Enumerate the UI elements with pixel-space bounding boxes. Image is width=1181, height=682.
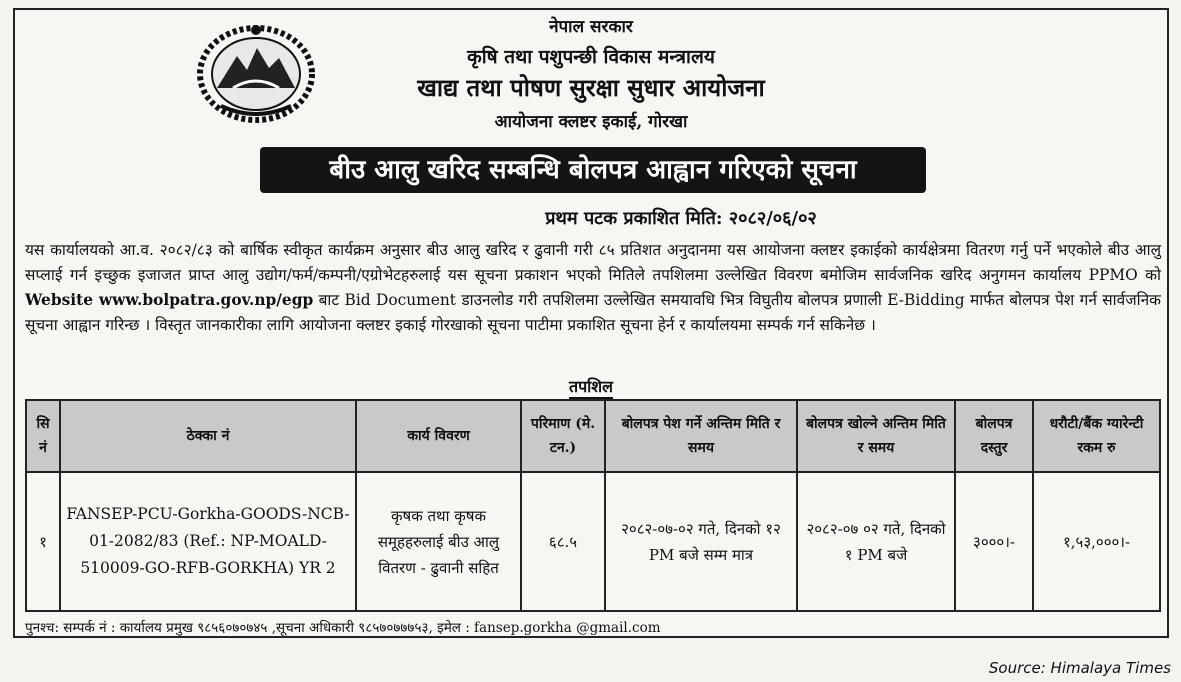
body-text-1: यस कार्यालयको आ.व. २०८२/८३ को बार्षिक स्वीकृत कार्यक्रम अनुसार बीउ आलु खरिद र ढुवानी गरी ८५ प्रतिशत अनुदानमा यस आयोजना क्लष्टर इकाईको कार्यक्षेत्रमा वितरण गर्नु पर्ने भएकोले बीउ आलु सप्लाई गर्न इच्छुक इजाजत प्राप्त आलु उद्योग/फर्म/कम्पनी/एग्रोभेटहरुलाई यस सूचना प्रकाशन भएको मितिले तपशिलमा उल्लेखित विवरण बमोजिम सार्वजनिक खरिद अनुगमन कार्यालय PPMO को	[25, 241, 1161, 284]
cell-opening-date: २०८२-०७ ०२ गते, दिनको १ PM बजे	[797, 472, 955, 611]
table-caption: तपशिल	[15, 375, 1167, 397]
government-name: नेपाल सरकार	[549, 17, 633, 37]
notice-title-banner: बीउ आलु खरिद सम्बन्धि बोलपत्र आह्वान गरिएको सूचना	[260, 147, 926, 193]
source-credit: Source: Himalaya Times	[988, 659, 1171, 677]
col-header-submission-deadline: बोलपत्र पेश गर्ने अन्तिम मिति र समय	[605, 400, 797, 472]
table-row	[26, 472, 1160, 611]
tender-details-table	[25, 399, 1161, 612]
tender-notice	[13, 8, 1169, 638]
cell-description: कृषक तथा कृषक समूहहरुलाई बीउ आलु वितरण - ढुवानी सहित	[356, 472, 521, 611]
col-header-sn: सि नं	[26, 400, 60, 472]
col-header-opening-date: बोलपत्र खोल्ने अन्तिम मिति र समय	[797, 400, 955, 472]
col-header-bid-fee: बोलपत्र दस्तुर	[955, 400, 1033, 472]
col-header-description: कार्य विवरण	[356, 400, 521, 472]
col-header-quantity: परिमाण (मे. टन.)	[521, 400, 605, 472]
cell-contract-no: FANSEP-PCU-Gorkha-GOODS-NCB-01-2082/83 (Ref.: NP-MOALD-510009-GO-RFB-GORKHA) YR 2	[60, 472, 356, 611]
cell-quantity: ६८.५	[521, 472, 605, 611]
col-header-contract-no: ठेक्का नं	[60, 400, 356, 472]
unit-name: आयोजना क्लष्टर इकाई, गोरखा	[494, 112, 688, 132]
body-text-2: बाट Bid Document डाउनलोड गरी तपशिलमा उल्लेखित समयावधि भित्र विघुतीय बोलपत्र प्रणाली E-Bidding मार्फत बोलपत्र पेश गर्न सार्वजनिक सूचना आह्वान गरिन्छ । विस्तृत जानकारीका लागि आयोजना क्लष्टर इकाई गोरखाको सूचना पाटीमा प्रकाशित सूचना हेर्न र कार्यालयमा सम्पर्क गर्न सकिनेछ ।	[25, 291, 1161, 334]
cell-sn: १	[26, 472, 60, 611]
cell-submission-deadline: २०८२-०७-०२ गते, दिनको १२ PM बजे सम्म मात्र	[605, 472, 797, 611]
contact-footer: पुनश्च: सम्पर्क नं : कार्यालय प्रमुख ९८५६०७०७४५ ,सूचना अधिकारी ९८५७०७७७५३, इमेल : fansep.gorkha @gmail.com	[25, 620, 661, 636]
table-header-row	[26, 400, 1160, 472]
cell-bid-fee: ३०००।-	[955, 472, 1033, 611]
website-link[interactable]: Website www.bolpatra.gov.np/egp	[25, 291, 314, 309]
cell-bid-security: १,५३,०००।-	[1033, 472, 1160, 611]
ministry-name: कृषि तथा पशुपन्छी विकास मन्त्रालय	[467, 46, 715, 68]
publication-date: प्रथम पटक प्रकाशित मिति: २०८२/०६/०२	[545, 208, 817, 229]
col-header-bid-security: धरौटी/बैंक ग्यारेन्टी रकम रु	[1033, 400, 1160, 472]
notice-body	[25, 238, 1161, 338]
project-name: खाद्य तथा पोषण सुरक्षा सुधार आयोजना	[417, 73, 765, 102]
